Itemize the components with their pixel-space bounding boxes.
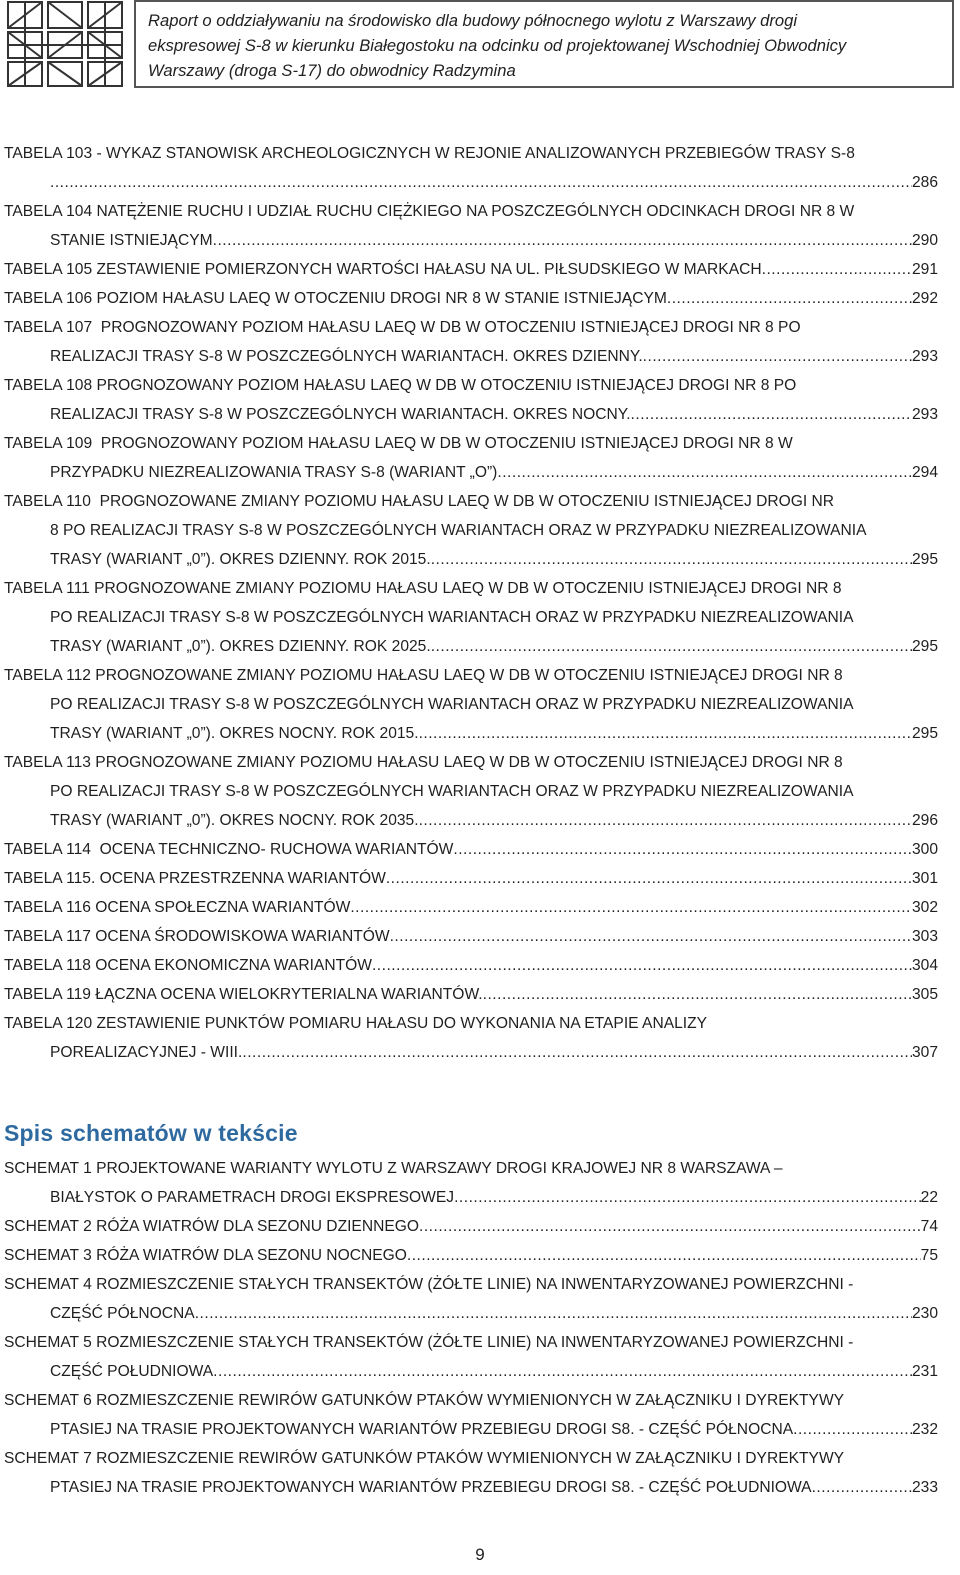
dot-leader — [50, 168, 912, 197]
dot-leader — [431, 545, 912, 574]
toc-entry-line — [4, 168, 938, 197]
toc-table-entry[interactable] — [4, 951, 938, 980]
dot-leader — [419, 806, 912, 835]
toc-entry-text: TABELA 120 ZESTAWIENIE PUNKTÓW POMIARU HAŁASU DO WYKONANIA NA ETAPIE ANALIZY — [4, 1015, 708, 1032]
toc-table-entry[interactable] — [4, 139, 938, 197]
toc-scheme-entry[interactable] — [4, 1386, 938, 1444]
toc-entry-text: PTASIEJ NA TRASIE PROJEKTOWANYCH WARIANTÓW PRZEBIEGU DROGI S8. - CZĘŚĆ PÓŁNOCNA — [50, 1421, 794, 1438]
toc-table-entry[interactable] — [4, 980, 938, 1009]
toc-entry-text: CZĘŚĆ POŁUDNIOWA — [50, 1363, 214, 1380]
dot-leader — [386, 864, 912, 893]
toc-entry-line — [4, 1299, 938, 1328]
toc-entry-line — [4, 226, 938, 255]
toc-entry-text: TABELA 117 OCENA ŚRODOWISKOWA WARIANTÓW — [4, 928, 390, 945]
dot-leader — [419, 1212, 921, 1241]
dot-leader — [631, 400, 912, 429]
toc-entry-line — [4, 748, 938, 777]
report-title-line: Raport o oddziaływaniu na środowisko dla budowy północnego wylotu z Warszawy drogi — [148, 11, 798, 30]
toc-entry-text: TABELA 112 PROGNOZOWANE ZMIANY POZIOMU HAŁASU LAEQ W DB W OTOCZENIU ISTNIEJĄCEJ DROGI NR 8 — [4, 667, 843, 684]
toc-entry-text: REALIZACJI TRASY S-8 W POSZCZEGÓLNYCH WARIANTACH. OKRES DZIENNY. — [50, 348, 643, 365]
toc-page-number: 290 — [911, 232, 938, 249]
toc-table-entry[interactable] — [4, 429, 938, 487]
toc-entry-text: POREALIZACYJNEJ - WIII. — [50, 1044, 243, 1061]
dot-leader — [812, 1473, 912, 1502]
toc-entry-line — [4, 1212, 938, 1241]
dot-leader — [372, 951, 912, 980]
dot-leader — [242, 1038, 912, 1067]
dot-leader — [350, 893, 912, 922]
toc-page-number: 305 — [911, 986, 938, 1003]
toc-entry-line — [4, 777, 938, 806]
report-title-line: Warszawy (droga S-17) do obwodnicy Radzymina — [148, 61, 516, 80]
toc-entry-text: 8 PO REALIZACJI TRASY S-8 W POSZCZEGÓLNYCH WARIANTACH ORAZ W PRZYPADKU NIEZREALIZOWANIA — [50, 522, 867, 539]
toc-page-number: 304 — [911, 957, 938, 974]
toc-page-number: 295 — [911, 638, 938, 655]
dot-leader — [390, 922, 912, 951]
toc-entry-line — [4, 574, 938, 603]
toc-entry-line — [4, 429, 938, 458]
toc-entry-line — [4, 1009, 938, 1038]
toc-entry-line — [4, 1183, 938, 1212]
dot-leader — [419, 719, 912, 748]
toc-scheme-entry[interactable] — [4, 1328, 938, 1386]
toc-entry-line — [4, 806, 938, 835]
toc-page-number: 295 — [911, 551, 938, 568]
toc-entry-text: SCHEMAT 5 ROZMIESZCZENIE STAŁYCH TRANSEKTÓW (ŻÓŁTE LINIE) NA INWENTARYZOWANEJ POWIERZCHNI - — [4, 1334, 854, 1351]
toc-entry-text: TABELA 108 PROGNOZOWANY POZIOM HAŁASU LAEQ W DB W OTOCZENIU ISTNIEJĄCEJ DROGI NR 8 PO — [4, 377, 797, 394]
toc-table-entry[interactable] — [4, 313, 938, 371]
list-of-tables — [4, 139, 938, 1067]
toc-table-entry[interactable] — [4, 922, 938, 951]
dot-leader — [454, 1183, 921, 1212]
toc-page-number: 301 — [911, 870, 938, 887]
toc-entry-text: TABELA 105 ZESTAWIENIE POMIERZONYCH WARTOŚCI HAŁASU NA UL. PIŁSUDSKIEGO W MARKACH — [4, 261, 762, 278]
toc-entry-line — [4, 1038, 938, 1067]
toc-entry-text: TRASY (WARIANT „0”). OKRES DZIENNY. ROK 2025. — [50, 638, 431, 655]
toc-page-number: 75 — [920, 1247, 938, 1264]
dot-leader — [453, 835, 912, 864]
toc-entry-text: TABELA 104 NATĘŻENIE RUCHU I UDZIAŁ RUCHU CIĘŻKIEGO NA POSZCZEGÓLNYCH ODCINKACH DROGI NR 8 W — [4, 203, 855, 220]
toc-page-number: 307 — [911, 1044, 938, 1061]
toc-entry-line — [4, 603, 938, 632]
toc-scheme-entry[interactable] — [4, 1212, 938, 1241]
logo-mark-icon — [6, 0, 124, 88]
dot-leader — [643, 342, 912, 371]
toc-entry-line — [4, 284, 938, 313]
toc-page-number: 302 — [911, 899, 938, 916]
toc-entry-text: BIAŁYSTOK O PARAMETRACH DROGI EKSPRESOWEJ — [50, 1189, 455, 1206]
toc-entry-text: STANIE ISTNIEJĄCYM — [50, 232, 213, 249]
toc-scheme-entry[interactable] — [4, 1444, 938, 1502]
schemes-heading: Spis schematów w tekście — [4, 1120, 298, 1146]
dot-leader — [667, 284, 912, 313]
toc-scheme-entry[interactable] — [4, 1154, 938, 1212]
toc-entry-text: TABELA 114 OCENA TECHNICZNO- RUCHOWA WARIANTÓW — [4, 841, 454, 858]
dot-leader — [407, 1241, 921, 1270]
toc-entry-line — [4, 139, 938, 168]
toc-page-number: 293 — [911, 406, 938, 423]
toc-entry-text: TABELA 111 PROGNOZOWANE ZMIANY POZIOMU HAŁASU LAEQ W DB W OTOCZENIU ISTNIEJĄCEJ DROGI NR 8 — [4, 580, 842, 597]
toc-entry-line — [4, 690, 938, 719]
toc-entry-line — [4, 922, 938, 951]
toc-page-number: 232 — [911, 1421, 938, 1438]
toc-table-entry[interactable] — [4, 574, 938, 661]
toc-table-entry[interactable] — [4, 197, 938, 255]
toc-table-entry[interactable] — [4, 661, 938, 748]
toc-table-entry[interactable] — [4, 748, 938, 835]
toc-entry-text: TABELA 106 POZIOM HAŁASU LAEQ W OTOCZENIU DROGI NR 8 W STANIE ISTNIEJĄCYM — [4, 290, 667, 307]
toc-entry-line — [4, 1357, 938, 1386]
toc-table-entry[interactable] — [4, 864, 938, 893]
list-of-schemes — [4, 1154, 938, 1502]
toc-entry-line — [4, 1154, 938, 1183]
toc-entry-text: TRASY (WARIANT „0”). OKRES NOCNY. ROK 2035. — [50, 812, 419, 829]
toc-entry-text: SCHEMAT 4 ROZMIESZCZENIE STAŁYCH TRANSEKTÓW (ŻÓŁTE LINIE) NA INWENTARYZOWANEJ POWIERZCHNI - — [4, 1276, 854, 1293]
toc-page-number: 233 — [911, 1479, 938, 1496]
toc-page-number: 231 — [911, 1363, 938, 1380]
toc-entry-line — [4, 487, 938, 516]
toc-table-entry[interactable] — [4, 893, 938, 922]
toc-page-number: 293 — [911, 348, 938, 365]
toc-entry-line — [4, 1444, 938, 1473]
dot-leader — [213, 226, 912, 255]
toc-entry-text: PRZYPADKU NIEZREALIZOWANIA TRASY S-8 (WARIANT „O”) — [50, 464, 498, 481]
toc-entry-text: TABELA 110 PROGNOZOWANE ZMIANY POZIOMU HAŁASU LAEQ W DB W OTOCZENIU ISTNIEJĄCEJ DROGI NR — [4, 493, 835, 510]
toc-entry-line — [4, 980, 938, 1009]
toc-entry-line — [4, 1241, 938, 1270]
toc-entry-text: SCHEMAT 1 PROJEKTOWANE WARIANTY WYLOTU Z WARSZAWY DROGI KRAJOWEJ NR 8 WARSZAWA – — [4, 1160, 783, 1177]
toc-entry-line — [4, 313, 938, 342]
toc-scheme-entry[interactable] — [4, 1241, 938, 1270]
toc-page-number: 300 — [911, 841, 938, 858]
toc-entry-text: TABELA 107 PROGNOZOWANY POZIOM HAŁASU LAEQ W DB W OTOCZENIU ISTNIEJĄCEJ DROGI NR 8 PO — [4, 319, 801, 336]
dot-leader — [483, 980, 912, 1009]
toc-page-number: 296 — [911, 812, 938, 829]
report-title-box — [134, 0, 954, 88]
toc-entry-line — [4, 342, 938, 371]
toc-page-number: 230 — [911, 1305, 938, 1322]
toc-entry-line — [4, 719, 938, 748]
dot-leader — [431, 632, 912, 661]
toc-entry-line — [4, 458, 938, 487]
toc-page-number: 74 — [920, 1218, 938, 1235]
toc-entry-text: PTASIEJ NA TRASIE PROJEKTOWANYCH WARIANTÓW PRZEBIEGU DROGI S8. - CZĘŚĆ POŁUDNIOWA — [50, 1479, 812, 1496]
toc-table-entry[interactable] — [4, 835, 938, 864]
toc-entry-text: TABELA 118 OCENA EKONOMICZNA WARIANTÓW — [4, 957, 372, 974]
toc-entry-line — [4, 1328, 938, 1357]
toc-page-number: 295 — [911, 725, 938, 742]
dot-leader — [497, 458, 912, 487]
toc-entry-text: TRASY (WARIANT „0”). OKRES NOCNY. ROK 2015. — [50, 725, 419, 742]
toc-entry-line — [4, 864, 938, 893]
toc-table-entry[interactable] — [4, 255, 938, 284]
toc-table-entry[interactable] — [4, 371, 938, 429]
toc-entry-line — [4, 1415, 938, 1444]
toc-entry-line — [4, 1270, 938, 1299]
toc-entry-line — [4, 1386, 938, 1415]
toc-entry-line — [4, 516, 938, 545]
toc-entry-text: TABELA 103 - WYKAZ STANOWISK ARCHEOLOGICZNYCH W REJONIE ANALIZOWANYCH PRZEBIEGÓW TRASY S-8 — [4, 145, 855, 162]
dot-leader — [195, 1299, 912, 1328]
toc-table-entry[interactable] — [4, 284, 938, 313]
toc-entry-text: PO REALIZACJI TRASY S-8 W POSZCZEGÓLNYCH WARIANTACH ORAZ W PRZYPADKU NIEZREALIZOWANIA — [50, 783, 854, 800]
toc-entry-line — [4, 951, 938, 980]
dot-leader — [762, 255, 912, 284]
toc-entry-text: SCHEMAT 2 RÓŻA WIATRÓW DLA SEZONU DZIENNEGO — [4, 1218, 420, 1235]
toc-entry-line — [4, 632, 938, 661]
page-header — [6, 0, 954, 92]
toc-entry-line — [4, 400, 938, 429]
toc-entry-text: TABELA 113 PROGNOZOWANE ZMIANY POZIOMU HAŁASU LAEQ W DB W OTOCZENIU ISTNIEJĄCEJ DROGI NR 8 — [4, 754, 843, 771]
toc-entry-text: CZĘŚĆ PÓŁNOCNA — [50, 1305, 195, 1322]
toc-entry-line — [4, 893, 938, 922]
toc-page-number: 292 — [911, 290, 938, 307]
toc-table-entry[interactable] — [4, 487, 938, 574]
toc-entry-text: PO REALIZACJI TRASY S-8 W POSZCZEGÓLNYCH WARIANTACH ORAZ W PRZYPADKU NIEZREALIZOWANIA — [50, 609, 854, 626]
toc-entry-text: TABELA 109 PROGNOZOWANY POZIOM HAŁASU LAEQ W DB W OTOCZENIU ISTNIEJĄCEJ DROGI NR 8 W — [4, 435, 793, 452]
toc-entry-text: PO REALIZACJI TRASY S-8 W POSZCZEGÓLNYCH WARIANTACH ORAZ W PRZYPADKU NIEZREALIZOWANIA — [50, 696, 854, 713]
dot-leader — [213, 1357, 912, 1386]
toc-entry-text: TRASY (WARIANT „0”). OKRES DZIENNY. ROK 2015. — [50, 551, 431, 568]
toc-entry-text: SCHEMAT 7 ROZMIESZCZENIE REWIRÓW GATUNKÓW PTAKÓW WYMIENIONYCH W ZAŁĄCZNIKU I DYREKTYWY — [4, 1450, 845, 1467]
toc-entry-line — [4, 255, 938, 284]
report-title-line: ekspresowej S-8 w kierunku Białegostoku na odcinku od projektowanej Wschodniej Obwodnicy — [148, 36, 847, 55]
toc-entry-line — [4, 835, 938, 864]
toc-page-number: 22 — [920, 1189, 938, 1206]
toc-table-entry[interactable] — [4, 1009, 938, 1067]
toc-entry-text: SCHEMAT 6 ROZMIESZCZENIE REWIRÓW GATUNKÓW PTAKÓW WYMIENIONYCH W ZAŁĄCZNIKU I DYREKTYWY — [4, 1392, 845, 1409]
toc-page-number: 286 — [911, 174, 938, 191]
toc-page-number: 303 — [911, 928, 938, 945]
toc-entry-line — [4, 661, 938, 690]
logo — [6, 0, 124, 88]
toc-entry-line — [4, 197, 938, 226]
toc-entry-text: TABELA 116 OCENA SPOŁECZNA WARIANTÓW — [4, 899, 351, 916]
toc-entry-text: SCHEMAT 3 RÓŻA WIATRÓW DLA SEZONU NOCNEGO — [4, 1247, 407, 1264]
toc-entry-text: TABELA 119 ŁĄCZNA OCENA WIELOKRYTERIALNA WARIANTÓW. — [4, 986, 483, 1003]
toc-entry-line — [4, 545, 938, 574]
toc-page-number: 291 — [911, 261, 938, 278]
toc-entry-text: REALIZACJI TRASY S-8 W POSZCZEGÓLNYCH WARIANTACH. OKRES NOCNY. — [50, 406, 631, 423]
toc-entry-text: TABELA 115. OCENA PRZESTRZENNA WARIANTÓW — [4, 870, 386, 887]
dot-leader — [793, 1415, 912, 1444]
toc-entry-line — [4, 371, 938, 400]
toc-page-number: 294 — [911, 464, 938, 481]
toc-scheme-entry[interactable] — [4, 1270, 938, 1328]
page-number: 9 — [475, 1545, 485, 1564]
toc-entry-line — [4, 1473, 938, 1502]
